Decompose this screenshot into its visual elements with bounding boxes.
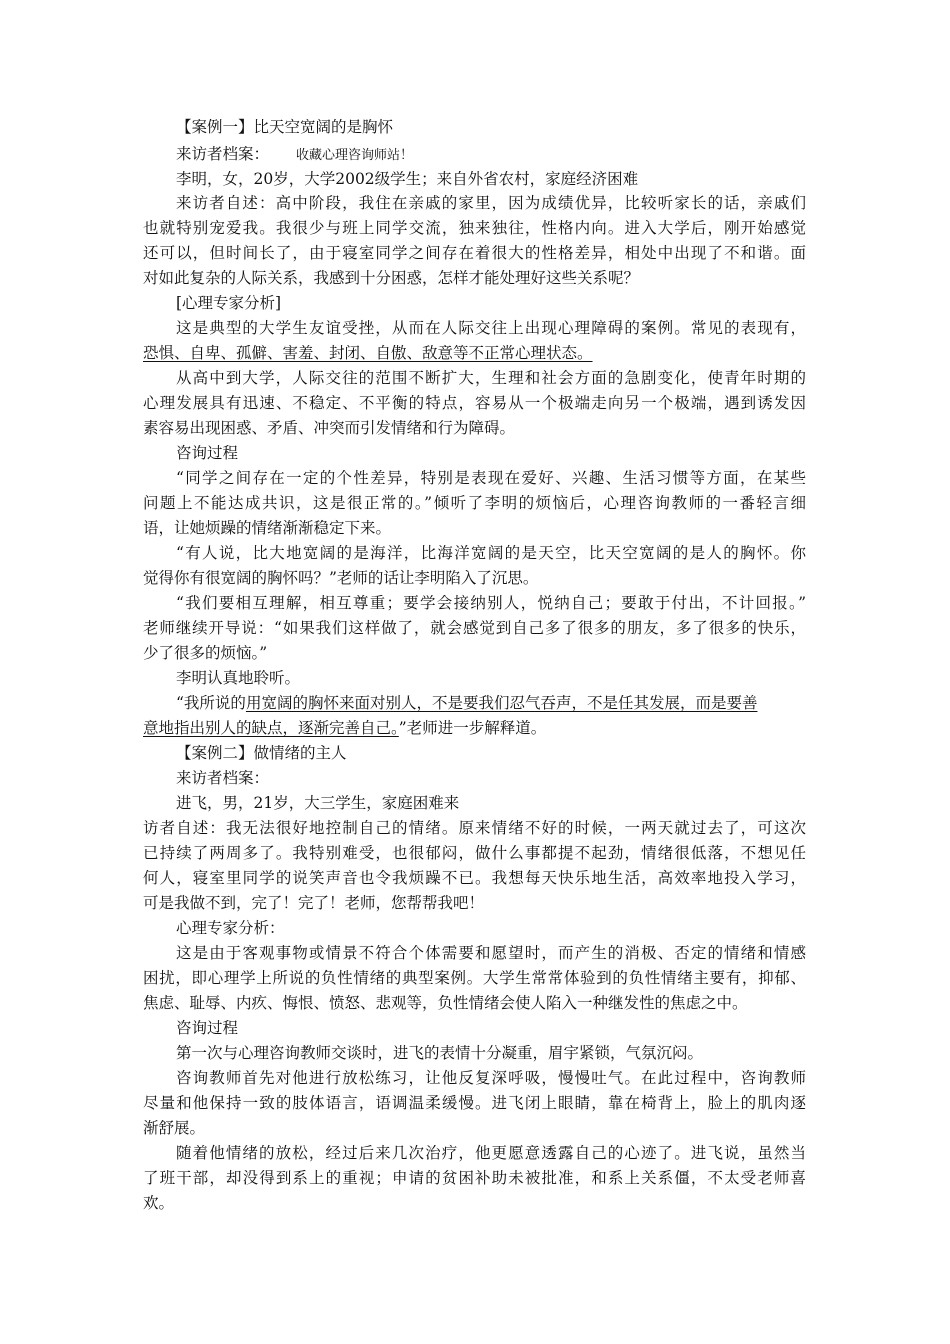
case2-self-report-line: 何人，寝室里同学的说笑声音也令我烦躁不已。我想每天快乐地生活，高效率地投入学习，: [143, 869, 806, 887]
case1-process-heading: 咨询过程: [176, 444, 239, 462]
case2-analysis-line: 困扰，即心理学上所说的负性情绪的典型案例。大学生常常体验到的负性情绪主要有，抑郁、: [143, 969, 806, 987]
case1-analysis-line: 这是典型的大学生友谊受挫，从而在人际交往上出现心理障碍的案例。常见的表现有，: [176, 319, 806, 337]
case2-analysis-heading: 心理专家分析：: [176, 919, 285, 937]
case1-self-report-line: 还可以，但时间长了，由于寝室同学之间存在着很大的性格差异，相处中出现了不和谐。面: [143, 244, 806, 262]
case2-analysis-line: 焦虑、耻辱、内疚、悔恨、愤怒、悲观等，负性情绪会使人陷入一种继发性的焦虑之中。: [143, 994, 748, 1012]
quote-underlined-text: 用宽阔的胸怀来面对别人，不是要我们忍气吞声，不是任其发展，而是要善: [245, 694, 758, 712]
case1-paragraph-line: “我们要相互理解，相互尊重；要学会接纳别人，悦纳自己；要敢于付出，不计回报。”: [176, 594, 806, 612]
case1-paragraph-line: 觉得你有很宽阔的胸怀吗？”老师的话让李明陷入了沉思。: [143, 569, 539, 587]
case1-quote-line: [143, 718, 546, 738]
case1-paragraph-line: “同学之间存在一定的个性差异，特别是表现在爱好、兴趣、生活习惯等方面，在某些: [176, 469, 806, 487]
case1-paragraph-line: 李明认真地聆听。: [176, 669, 301, 687]
case1-paragraph-line: 少了很多的烦恼。”: [143, 644, 268, 662]
case1-paragraph-line: 问题上不能达成共识，这是很正常的。”倾听了李明的烦恼后，心理咨询教师的一番轻言细: [143, 494, 806, 512]
case2-title: 【案例二】做情绪的主人: [176, 744, 347, 762]
case2-self-report-line: 访者自述：我无法很好地控制自己的情绪。原来情绪不好的时候，一两天就过去了，可这次: [143, 819, 806, 837]
case1-archive-label: 来访者档案：: [176, 145, 270, 163]
case2-process-heading: 咨询过程: [176, 1019, 239, 1037]
case2-profile: 进飞，男，21岁，大三学生，家庭困难来: [176, 794, 460, 812]
case1-self-report-line: 来访者自述：高中阶段，我住在亲戚的家里，因为成绩优异，比较听家长的话，亲戚们: [176, 194, 806, 212]
case1-analysis-line: 从高中到大学，人际交往的范围不断扩大，生理和社会方面的急剧变化，使青年时期的: [176, 369, 806, 387]
case2-paragraph-line: 了班干部，却没得到系上的重视；申请的贫困补助未被批准，和系上关系僵，不太受老师喜: [143, 1169, 806, 1187]
case1-paragraph-line: “有人说，比大地宽阔的是海洋，比海洋宽阔的是天空，比天空宽阔的是人的胸怀。你: [176, 544, 806, 562]
watermark-text: 收藏心理咨询师站！: [296, 148, 414, 163]
quote-text: “我所说的: [176, 694, 246, 712]
case2-paragraph-line: 尽量和他保持一致的肢体语言，语调温柔缓慢。进飞闭上眼睛，靠在椅背上，脸上的肌肉逐: [143, 1094, 806, 1112]
case1-self-report-line: 对如此复杂的人际关系，我感到十分困惑，怎样才能处理好这些关系呢？: [143, 269, 640, 287]
case1-profile: 李明，女，20岁，大学2002级学生；来自外省农村，家庭经济困难: [176, 170, 639, 188]
case2-paragraph-line: 欢。: [143, 1194, 175, 1212]
case1-paragraph-line: 老师继续开导说：“如果我们这样做了，就会感觉到自己多了很多的朋友，多了很多的快乐，: [143, 619, 806, 637]
case1-analysis-line: 素容易出现困惑、矛盾、冲突而引发情绪和行为障碍。: [143, 419, 516, 437]
case2-analysis-line: 这是由于客观事物或情景不符合个体需要和愿望时，而产生的消极、否定的情绪和情感: [176, 944, 806, 962]
case2-paragraph-line: 随着他情绪的放松，经过后来几次治疗，他更愿意透露自己的心迹了。进飞说，虽然当: [176, 1144, 806, 1162]
case1-quote-line: [176, 693, 757, 713]
case2-self-report-line: 已持续了两周多了。我特别难受，也很郁闷，做什么事都提不起劲，情绪很低落，不想见任: [143, 844, 806, 862]
case1-self-report-line: 也就特别宠爱我。我很少与班上同学交流，独来独往，性格内向。进入大学后，刚开始感觉: [143, 219, 806, 237]
case1-analysis-line-underlined: 恐惧、自卑、孤僻、害羞、封闭、自傲、敌意等不正常心理状态。: [143, 344, 593, 362]
case2-self-report-line: 可是我做不到，完了！完了！老师，您帮帮我吧！: [143, 894, 485, 912]
case1-analysis-line: 心理发展具有迅速、不稳定、不平衡的特点，容易从一个极端走向另一个极端，遇到诱发因: [143, 394, 806, 412]
case1-paragraph-line: 语，让她烦躁的情绪渐渐稳定下来。: [143, 519, 392, 537]
case1-analysis-heading: [心理专家分析]: [176, 294, 282, 312]
case1-title: 【案例一】比天空宽阔的是胸怀: [176, 118, 394, 136]
case2-archive-label: 来访者档案：: [176, 769, 270, 787]
case2-paragraph-line: 渐舒展。: [143, 1119, 206, 1137]
quote-text: ”老师进一步解释道。: [398, 719, 547, 737]
case2-paragraph-line: 咨询教师首先对他进行放松练习，让他反复深呼吸，慢慢吐气。在此过程中，咨询教师: [176, 1069, 806, 1087]
quote-underlined-text: 意地指出别人的缺点，逐渐完善自己。: [143, 719, 399, 737]
case2-paragraph-line: 第一次与心理咨询教师交谈时，进飞的表情十分凝重，眉宇紧锁，气氛沉闷。: [176, 1044, 704, 1062]
